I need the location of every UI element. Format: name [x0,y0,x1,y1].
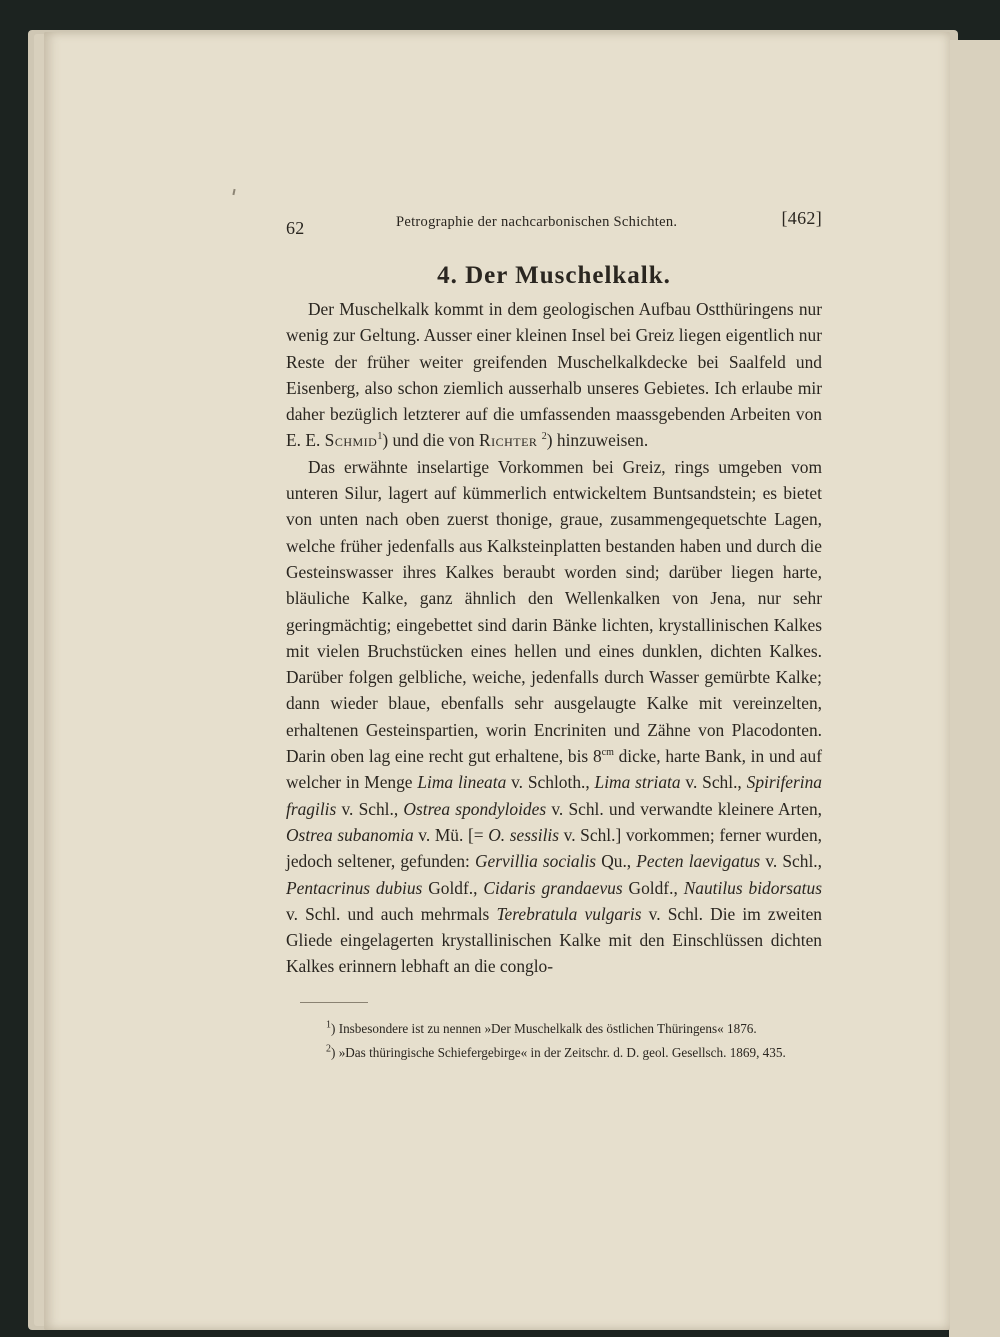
species-pentacrinus-dubius: Pentacrinus dubius [286,877,423,898]
para2-t9: Goldf., [422,877,484,898]
running-head [286,200,822,240]
species-o-sessilis: O. sessilis [488,824,560,845]
page-content [286,200,822,1065]
para1-text-a: Der Muschelkalk kommt in dem geologischen Aufbau Ostthüringens nur wenig zur Geltung. Ausser einer kleinen Insel bei Greiz liegen eigentlich nur Reste der früher weiter greifenden Muschelkalkdecke bei Saalfeld und Eisenberg, also schon ziemlich ausserhalb unseres Gebietes. Ich erlaube mir daher bezüglich letzterer auf die umfassenden maassgebenden Arbeiten von E. E. [286,299,822,451]
para2-t5: v. Mü. [= [413,824,489,845]
footnote-2-text: ) »Das thüringische Schiefergebirge« in der Zeitschr. d. D. geol. Gesellsch. 1869, 435. [331,1044,786,1060]
author-schmid: Schmid [324,430,378,451]
species-terebratula-vulgaris: Terebratula vulgaris [496,903,642,924]
author-richter: Richter [478,430,538,451]
paragraph-1 [286,296,822,454]
ink-speck [232,189,235,195]
footnote-2-mark: 2 [326,1043,331,1055]
footnote-1 [286,1017,822,1041]
section-title: 4. Der Muschelkalk. [437,262,671,289]
unit-cm: cm [601,747,614,759]
paragraph-2 [286,454,822,980]
para2-t6: v. Schl.] vorkommen; ferner wurden, jedoch seltener, gefunden: [286,824,822,872]
footnote-ref-1: 1 [377,431,383,443]
para2-t7: Qu., [596,851,637,872]
para2-text-b: dicke, harte Bank, in und auf welcher in Menge [286,746,822,793]
para1-text-b: ) und die von [382,430,475,451]
running-title: Petrographie der nachcarbonischen Schichten. [396,214,678,230]
para2-t12: v. Schl. Die im zweiten Gliede eingelagerten krystallinischen Kalke mit den Einschlüssen dichten Kalkes erinnern lebhaft an die conglo- [286,903,822,977]
species-lima-lineata: Lima lineata [417,772,507,793]
footnote-2 [286,1041,822,1065]
bracket-page-number: [462] [781,208,822,228]
species-ostrea-subanomia: Ostrea subanomia [286,824,414,845]
footnote-ref-2: 2 [541,431,547,443]
species-lima-striata: Lima striata [594,772,681,793]
para2-t3: v. Schl., [336,798,404,819]
species-spiriferina-fragilis: Spiriferina fragilis [286,772,822,819]
para2-t1: v. Schloth., [506,772,595,793]
footnote-1-mark: 1 [326,1019,331,1031]
footnote-rule [300,1002,368,1003]
species-gervillia-socialis: Gervillia socialis [475,851,597,872]
para2-t2: v. Schl., [680,772,747,793]
para2-text-a: Das erwähnte inselartige Vorkommen bei Greiz, rings umgeben vom unteren Silur, lagert auf kümmerlich entwickeltem Buntsandstein; es bietet von unten nach oben zuerst thonige, graue, zusammengequetschte Lagen, welche früher jedenfalls aus Kalksteinplatten bestanden haben und durch die Gesteinswasser ihres Kalkes beraubt worden sind; darüber liegen harte, bläuliche Kalke, ganz ähnlich den Wellenkalken von Jena, nur sehr geringmächtig; eingebettet sind darin Bänke lichten, krystallinischen Kalkes mit vielen Bruchstücken eines hellen und eines dunklen, dichten Kalkes. Darüber folgen gelbliche, weiche, jedenfalls durch Wasser gemürbte Kalke; dann wieder blaue, ebenfalls sehr ausgelaugte Kalke mit vereinzelten, erhaltenen Gesteinspartien, worin Encriniten und Zähne von Placodonten. Darin oben lag eine recht gut erhaltene, bis 8 [286,456,822,767]
footnote-1-text: ) Insbesondere ist zu nennen »Der Muschelkalk des östlichen Thüringens« 1876. [331,1020,757,1036]
para2-t4: v. Schl. und verwandte kleinere Arten, [546,798,823,819]
facing-page-edge [947,40,1000,1337]
para1-text-c: ) hinzuweisen. [546,430,649,451]
species-ostrea-spondyloides: Ostrea spondyloides [403,798,547,819]
species-nautilus-bidorsatus: Nautilus bidorsatus [683,877,822,898]
para2-t8: v. Schl., [760,851,822,872]
species-pecten-laevigatus: Pecten laevigatus [636,851,761,872]
para2-t11: v. Schl. und auch mehrmals [286,903,497,924]
page-number: 62 [286,218,305,238]
species-cidaris-grandaevus: Cidaris grandaevus [483,877,623,898]
para2-t10: Goldf., [622,877,684,898]
